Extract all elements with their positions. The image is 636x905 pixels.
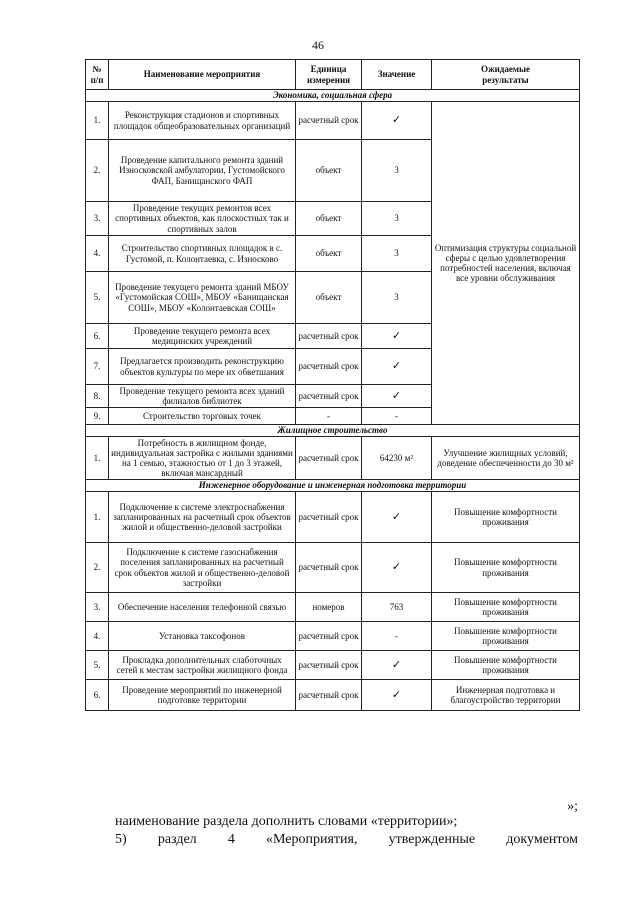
closing-quote: »;: [567, 799, 578, 814]
table-row: [86, 622, 580, 651]
row-name: Проведение текущего ремонта зданий МБОУ «Густомойская СОШ», МБОУ «Банищанская СОШ», МБОУ «Колонтаевская СОШ»: [109, 272, 296, 324]
row-number: 2.: [86, 140, 109, 202]
row-number: 2.: [86, 543, 109, 593]
row-name: Проведение текущего ремонта всех зданий филиалов библиотек: [109, 385, 296, 408]
table-row: [86, 492, 580, 543]
row-unit: расчетный срок: [296, 385, 362, 408]
row-unit: расчетный срок: [296, 437, 362, 480]
row-unit: объект: [296, 140, 362, 202]
row-number: 1.: [86, 492, 109, 543]
row-value: ✓: [362, 349, 432, 385]
row-unit: расчетный срок: [296, 324, 362, 349]
row-number: 3.: [86, 202, 109, 236]
line2-word: «Мероприятия,: [266, 832, 358, 847]
table-row: [86, 102, 580, 140]
row-value: 763: [362, 593, 432, 622]
table-row: [86, 593, 580, 622]
row-unit: объект: [296, 202, 362, 236]
row-unit: расчетный срок: [296, 651, 362, 680]
table-row: [86, 437, 580, 480]
row-unit: расчетный срок: [296, 680, 362, 711]
row-value: 64230 м²: [362, 437, 432, 480]
row-unit: номеров: [296, 593, 362, 622]
row-unit: расчетный срок: [296, 349, 362, 385]
row-number: 3.: [86, 593, 109, 622]
row-unit: расчетный срок: [296, 622, 362, 651]
row-value: 3: [362, 236, 432, 272]
row-result: Повышение комфортности проживания: [432, 593, 580, 622]
row-number: 8.: [86, 385, 109, 408]
row-number: 9.: [86, 408, 109, 425]
row-value: 3: [362, 272, 432, 324]
row-result: Повышение комфортности проживания: [432, 651, 580, 680]
row-value: 3: [362, 140, 432, 202]
row-name: Обеспечение населения телефонной связью: [109, 593, 296, 622]
row-value: ✓: [362, 680, 432, 711]
row-name: Строительство торговых точек: [109, 408, 296, 425]
row-number: 6.: [86, 680, 109, 711]
line2-word: документом: [506, 832, 578, 847]
section-header-row: [86, 90, 580, 102]
row-value: ✓: [362, 324, 432, 349]
header-value: Значение: [362, 60, 432, 90]
row-number: 4.: [86, 622, 109, 651]
row-value: -: [362, 408, 432, 425]
row-number: 5.: [86, 272, 109, 324]
row-name: Проведение капитального ремонта зданий Износковской амбулатории, Густомойского ФАП, Банищанского ФАП: [109, 140, 296, 202]
row-result: Повышение комфортности проживания: [432, 543, 580, 593]
header-number: № п/п: [86, 60, 109, 90]
row-name: Предлагается производить реконструкцию объектов культуры по мере их обветшания: [109, 349, 296, 385]
row-unit: расчетный срок: [296, 543, 362, 593]
row-name: Проведение текущего ремонта всех медицинских учреждений: [109, 324, 296, 349]
row-unit: объект: [296, 236, 362, 272]
row-result: Оптимизация структуры социальной сферы с целью удовлетворения потребностей населения, включая все уровни обслуживания: [432, 102, 580, 425]
row-name: Проведение мероприятий по инженерной подготовке территории: [109, 680, 296, 711]
table-row: [86, 680, 580, 711]
measures-table: [85, 59, 580, 711]
row-name: Потребность в жилищном фонде, индивидуальная застройка с жилыми зданиями на 1 семью, этажностью от 1 до 3 этажей, включая мансардный: [109, 437, 296, 480]
amendment-line-1: наименование раздела дополнить словами «территории»;: [115, 814, 458, 829]
row-number: 6.: [86, 324, 109, 349]
row-name: Строительство спортивных площадок в с. Густомой, п. Колонтаевка, с. Износково: [109, 236, 296, 272]
row-name: Установка таксофонов: [109, 622, 296, 651]
section-title: Экономика, социальная сфера: [86, 90, 580, 102]
section-header-row: [86, 425, 580, 437]
row-value: -: [362, 622, 432, 651]
row-result: Повышение комфортности проживания: [432, 492, 580, 543]
row-name: Подключение к системе электроснабжения запланированных на расчетный срок объектов жилой и общественно-деловой застройки: [109, 492, 296, 543]
row-result: Улучшение жилищных условий, доведение обеспеченности до 30 м²: [432, 437, 580, 480]
row-value: ✓: [362, 102, 432, 140]
row-value: ✓: [362, 651, 432, 680]
row-value: ✓: [362, 385, 432, 408]
row-unit: объект: [296, 272, 362, 324]
table-row: [86, 543, 580, 593]
row-value: 3: [362, 202, 432, 236]
line2-word: раздел: [157, 832, 197, 847]
row-value: ✓: [362, 492, 432, 543]
header-unit: Единица измерения: [296, 60, 362, 90]
row-result: Инженерная подготовка и благоустройство территории: [432, 680, 580, 711]
row-name: Проведение текущих ремонтов всех спортивных объектов, как плоскостных так и спортивных залов: [109, 202, 296, 236]
row-number: 4.: [86, 236, 109, 272]
row-name: Прокладка дополнительных слаботочных сетей к местам застройки жилищного фонда: [109, 651, 296, 680]
line2-word: утвержденные: [388, 832, 476, 847]
section-title: Жилищное строительство: [86, 425, 580, 437]
line2-word: 5): [115, 832, 127, 847]
amendment-line-2: [115, 832, 578, 848]
row-name: Подключение к системе газоснабжения поселения запланированных на расчетный срок объектов жилой и общественно-деловой застройки: [109, 543, 296, 593]
row-number: 5.: [86, 651, 109, 680]
row-number: 7.: [86, 349, 109, 385]
page-number: 46: [312, 38, 324, 52]
header-result: Ожидаемые результаты: [432, 60, 580, 90]
section-title: Инженерное оборудование и инженерная подготовка территории: [86, 480, 580, 492]
row-unit: расчетный срок: [296, 492, 362, 543]
row-result: Повышение комфортности проживания: [432, 622, 580, 651]
section-header-row: [86, 480, 580, 492]
row-number: 1.: [86, 437, 109, 480]
header-name: Наименование мероприятия: [109, 60, 296, 90]
row-unit: -: [296, 408, 362, 425]
table-row: [86, 651, 580, 680]
table-header-row: [86, 60, 580, 90]
row-number: 1.: [86, 102, 109, 140]
row-unit: расчетный срок: [296, 102, 362, 140]
line2-word: 4: [227, 832, 235, 847]
row-value: ✓: [362, 543, 432, 593]
row-name: Реконструкция стадионов и спортивных площадок общеобразовательных организаций: [109, 102, 296, 140]
